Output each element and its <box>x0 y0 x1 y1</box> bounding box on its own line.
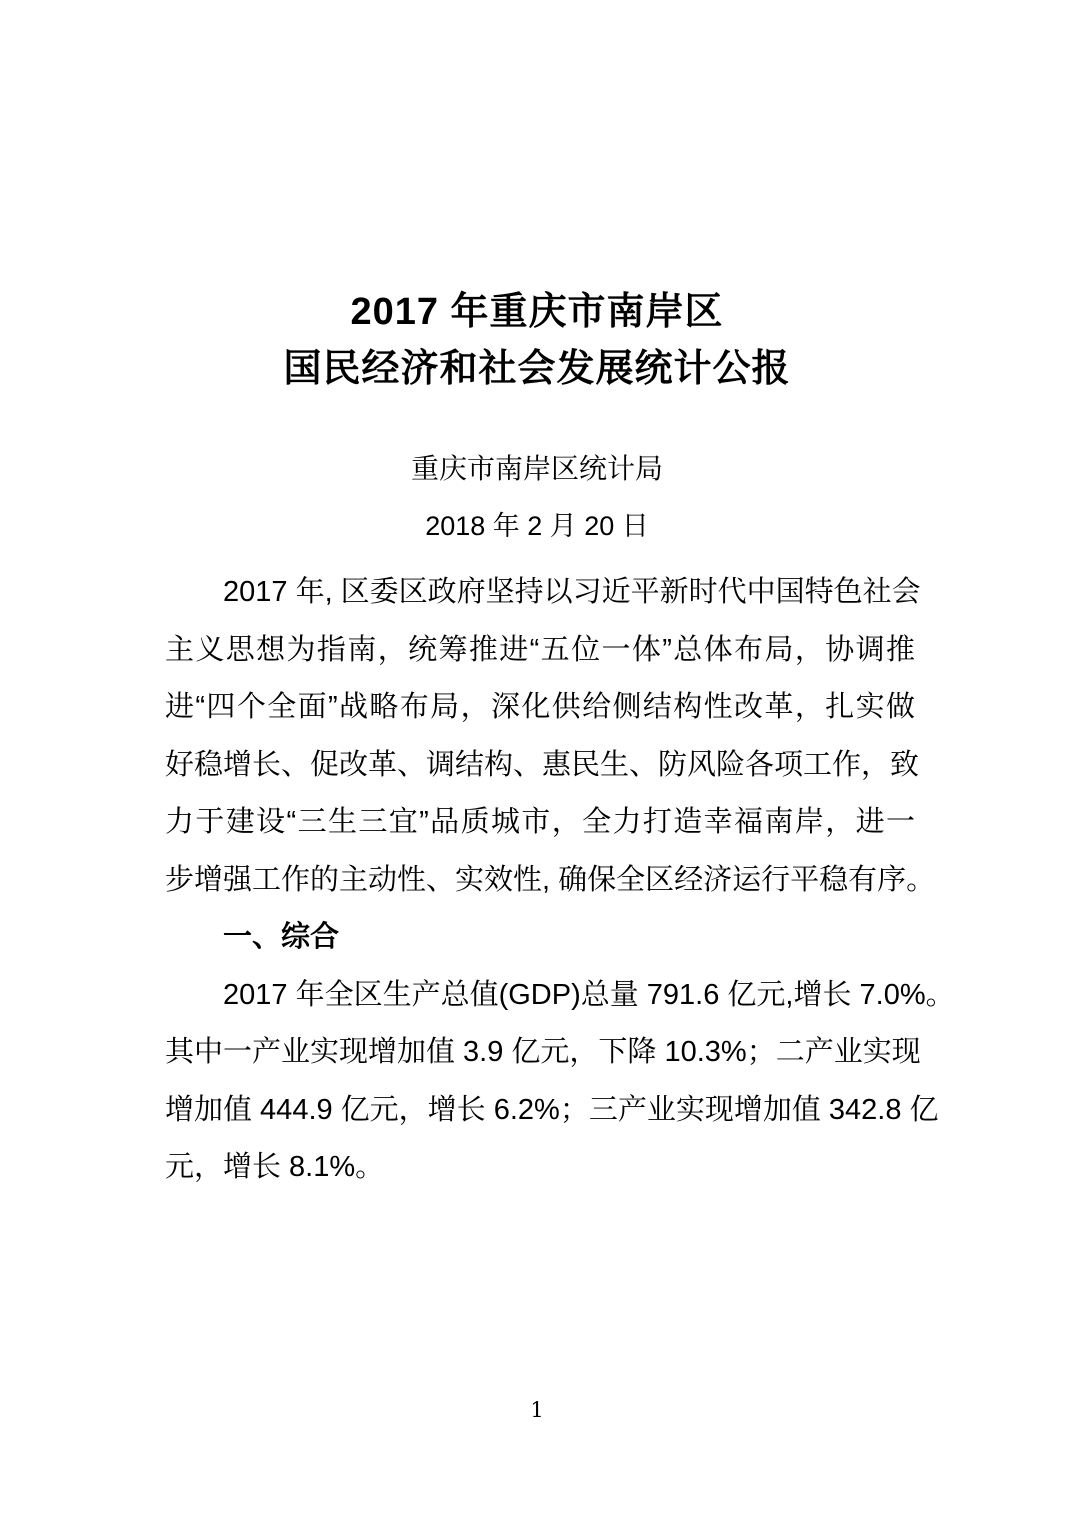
paragraph-1-line-4: 好稳增长、促改革、调结构、惠民生、防风险各项工作，致 <box>165 748 920 781</box>
date-line: 2018 年 2 月 20 日 <box>425 511 649 541</box>
section-heading: 一、综合 <box>223 921 340 953</box>
document-body <box>165 564 955 1197</box>
paragraph-1-line-3: 进“四个全面”战略布局，深化供给侧结构性改革，扎实做 <box>165 691 915 723</box>
paragraph-1-line-1: 2017 年, 区委区政府坚持以习近平新时代中国特色社会 <box>223 576 921 608</box>
paragraph-1-line-2: 主义思想为指南，统筹推进“五位一体”总体布局，协调推 <box>165 633 915 666</box>
author-line: 重庆市南岸区统计局 <box>410 453 663 484</box>
paragraph-2-line-1: 2017 年全区生产总值(GDP)总量 791.6 亿元,增长 7.0%。 <box>223 978 955 1011</box>
document-title-line-2: 国民经济和社会发展统计公报 <box>283 348 791 390</box>
paragraph-2-line-3: 增加值 444.9 亿元，增长 6.2%；三产业实现增加值 342.8 亿 <box>165 1093 939 1126</box>
paragraph-2-line-2: 其中一产业实现增加值 3.9 亿元，下降 10.3%；二产业实现 <box>165 1036 921 1068</box>
paragraph-1-line-5: 力于建设“三生三宜”品质城市，全力打造幸福南岸，进一 <box>165 806 915 838</box>
document-title <box>162 284 912 398</box>
page-number: 1 <box>530 1398 544 1422</box>
document-title-line-1: 2017 年重庆市南岸区 <box>350 291 724 333</box>
paragraph-1-line-6: 步增强工作的主动性、实效性, 确保全区经济运行平稳有序。 <box>165 863 936 896</box>
paragraph-2-line-4: 元，增长 8.1%。 <box>165 1151 385 1183</box>
